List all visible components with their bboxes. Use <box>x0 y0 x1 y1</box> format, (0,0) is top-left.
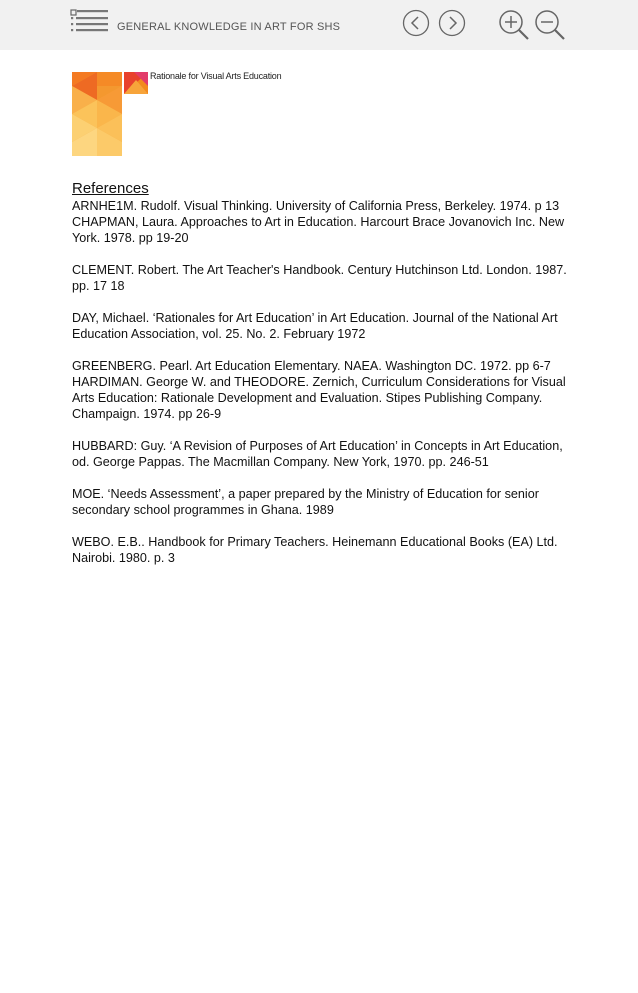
previous-page-button[interactable] <box>402 9 430 37</box>
section-label: Rationale for Visual Arts Education <box>150 71 282 81</box>
mosaic-logo <box>72 72 150 156</box>
reference-item: CLEMENT. Robert. The Art Teacher's Handbook. Century Hutchinson Ltd. London. 1987. pp. 17 18 <box>72 263 567 293</box>
zoom-out-button[interactable] <box>533 8 567 42</box>
reference-item: WEBO. E.B.. Handbook for Primary Teachers. Heinemann Educational Books (EA) Ltd. Nairobi. 1980. p. 3 <box>72 535 558 565</box>
list-menu-icon <box>70 8 110 36</box>
chevron-right-circle-icon <box>438 9 466 37</box>
zoom-out-icon <box>533 8 567 42</box>
zoom-in-icon <box>497 8 531 42</box>
reference-item: MOE. ‘Needs Assessment’, a paper prepared by the Ministry of Education for senior secondary school programmes in Ghana. 1989 <box>72 487 539 517</box>
references-heading: References <box>72 180 149 197</box>
document-title: GENERAL KNOWLEDGE IN ART FOR SHS <box>117 21 341 33</box>
top-toolbar <box>0 0 638 50</box>
menu-button[interactable] <box>70 8 110 36</box>
reference-item: HARDIMAN. George W. and THEODORE. Zernich, Curriculum Considerations for Visual Arts Education: Rationale Development and Evaluation. Stipes Publishing Company. Champaign. 1974. pp 26-9 <box>72 375 566 421</box>
reference-item: ARNHE1M. Rudolf. Visual Thinking. University of California Press, Berkeley. 1974. p 13 CHAPMAN, Laura. Approaches to Art in Education. Harcourt Brace Jovanovich Inc. New York. 1978. pp 19-20 <box>72 199 565 245</box>
zoom-in-button[interactable] <box>497 8 531 42</box>
next-page-button[interactable] <box>438 9 466 37</box>
reference-item: HUBBARD: Guy. ‘A Revision of Purposes of Art Education’ in Concepts in Art Education, od. George Pappas. The Macmillan Company. New York, 1970. pp. 246-51 <box>72 439 563 469</box>
chevron-left-circle-icon <box>402 9 430 37</box>
reference-item: GREENBERG. Pearl. Art Education Elementary. NAEA. Washington DC. 1972. pp 6-7 <box>72 359 551 373</box>
reference-item: DAY, Michael. ‘Rationales for Art Education’ in Art Education. Journal of the National Art Education Association, vol. 25. No. 2. February 1972 <box>72 311 558 341</box>
references-list <box>72 198 568 582</box>
